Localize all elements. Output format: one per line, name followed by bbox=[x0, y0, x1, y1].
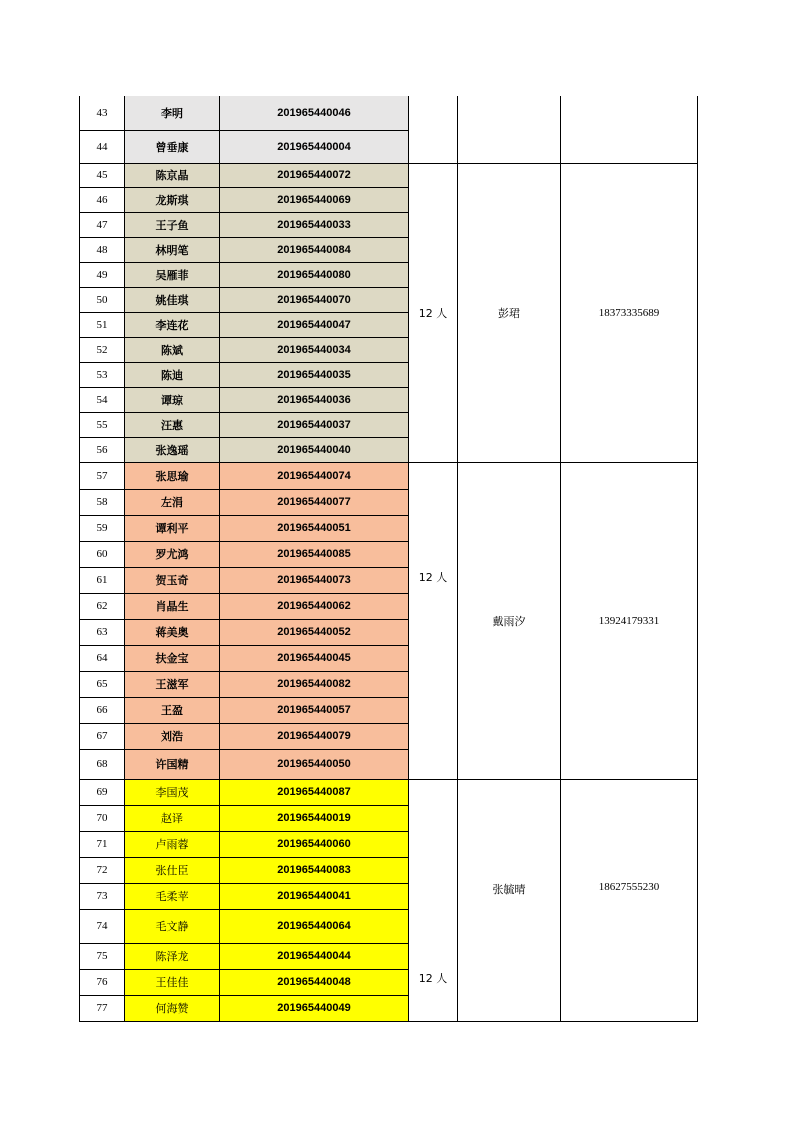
row-number: 64 bbox=[80, 645, 125, 671]
student-id: 201965440080 bbox=[220, 262, 409, 287]
student-name: 李明 bbox=[125, 96, 220, 130]
mentor-phone bbox=[561, 96, 698, 163]
mentor-name: 彭珺 bbox=[458, 163, 561, 462]
student-name: 毛柔苹 bbox=[125, 883, 220, 909]
student-name: 毛文静 bbox=[125, 909, 220, 943]
row-number: 67 bbox=[80, 723, 125, 749]
student-name: 王子鱼 bbox=[125, 212, 220, 237]
student-id: 201965440004 bbox=[220, 130, 409, 163]
student-name: 王盈 bbox=[125, 697, 220, 723]
student-name: 卢雨蓉 bbox=[125, 831, 220, 857]
table-row bbox=[80, 96, 698, 130]
student-name: 何海赞 bbox=[125, 995, 220, 1021]
student-id: 201965440069 bbox=[220, 187, 409, 212]
student-id: 201965440044 bbox=[220, 943, 409, 969]
student-id: 201965440051 bbox=[220, 515, 409, 541]
group-count: 12 人 bbox=[409, 163, 458, 462]
student-id: 201965440035 bbox=[220, 362, 409, 387]
row-number: 61 bbox=[80, 567, 125, 593]
row-number: 68 bbox=[80, 749, 125, 779]
student-name: 龙斯琪 bbox=[125, 187, 220, 212]
roster-table bbox=[79, 96, 698, 1022]
student-name: 陈斌 bbox=[125, 337, 220, 362]
student-id: 201965440064 bbox=[220, 909, 409, 943]
student-id: 201965440072 bbox=[220, 163, 409, 187]
mentor-phone: 18373335689 bbox=[561, 163, 698, 462]
row-number: 44 bbox=[80, 130, 125, 163]
row-number: 47 bbox=[80, 212, 125, 237]
student-id: 201965440087 bbox=[220, 779, 409, 805]
row-number: 43 bbox=[80, 96, 125, 130]
student-id: 201965440047 bbox=[220, 312, 409, 337]
table-row bbox=[80, 462, 698, 489]
student-name: 刘浩 bbox=[125, 723, 220, 749]
student-name: 罗尤鸿 bbox=[125, 541, 220, 567]
student-name: 左涓 bbox=[125, 489, 220, 515]
student-roster-sheet bbox=[79, 96, 698, 1022]
student-name: 姚佳琪 bbox=[125, 287, 220, 312]
row-number: 75 bbox=[80, 943, 125, 969]
row-number: 51 bbox=[80, 312, 125, 337]
student-id: 201965440048 bbox=[220, 969, 409, 995]
student-name: 贺玉奇 bbox=[125, 567, 220, 593]
student-id: 201965440083 bbox=[220, 857, 409, 883]
student-name: 张逸瑶 bbox=[125, 437, 220, 462]
student-id: 201965440034 bbox=[220, 337, 409, 362]
student-id: 201965440050 bbox=[220, 749, 409, 779]
row-number: 52 bbox=[80, 337, 125, 362]
row-number: 56 bbox=[80, 437, 125, 462]
row-number: 77 bbox=[80, 995, 125, 1021]
row-number: 48 bbox=[80, 237, 125, 262]
student-id: 201965440033 bbox=[220, 212, 409, 237]
student-name: 赵译 bbox=[125, 805, 220, 831]
student-name: 许国精 bbox=[125, 749, 220, 779]
student-name: 谭利平 bbox=[125, 515, 220, 541]
row-number: 70 bbox=[80, 805, 125, 831]
student-name: 吴雁菲 bbox=[125, 262, 220, 287]
student-id: 201965440046 bbox=[220, 96, 409, 130]
row-number: 74 bbox=[80, 909, 125, 943]
student-name: 李国茂 bbox=[125, 779, 220, 805]
student-id: 201965440077 bbox=[220, 489, 409, 515]
student-name: 张仕臣 bbox=[125, 857, 220, 883]
student-id: 201965440073 bbox=[220, 567, 409, 593]
student-id: 201965440079 bbox=[220, 723, 409, 749]
row-number: 60 bbox=[80, 541, 125, 567]
row-number: 45 bbox=[80, 163, 125, 187]
student-name: 李连花 bbox=[125, 312, 220, 337]
table-row bbox=[80, 779, 698, 805]
student-name: 张思瑜 bbox=[125, 462, 220, 489]
student-id: 201965440074 bbox=[220, 462, 409, 489]
group-count: 12 人 bbox=[409, 462, 458, 779]
student-name: 扶金宝 bbox=[125, 645, 220, 671]
row-number: 73 bbox=[80, 883, 125, 909]
student-name: 汪惠 bbox=[125, 412, 220, 437]
row-number: 76 bbox=[80, 969, 125, 995]
student-id: 201965440057 bbox=[220, 697, 409, 723]
student-id: 201965440070 bbox=[220, 287, 409, 312]
row-number: 55 bbox=[80, 412, 125, 437]
row-number: 54 bbox=[80, 387, 125, 412]
row-number: 59 bbox=[80, 515, 125, 541]
student-name: 王佳佳 bbox=[125, 969, 220, 995]
student-id: 201965440049 bbox=[220, 995, 409, 1021]
mentor-name: 张毓晴 bbox=[458, 779, 561, 1021]
student-id: 201965440036 bbox=[220, 387, 409, 412]
student-id: 201965440062 bbox=[220, 593, 409, 619]
mentor-phone: 13924179331 bbox=[561, 462, 698, 779]
row-number: 72 bbox=[80, 857, 125, 883]
row-number: 50 bbox=[80, 287, 125, 312]
student-id: 201965440060 bbox=[220, 831, 409, 857]
row-number: 65 bbox=[80, 671, 125, 697]
row-number: 69 bbox=[80, 779, 125, 805]
student-id: 201965440082 bbox=[220, 671, 409, 697]
row-number: 63 bbox=[80, 619, 125, 645]
student-name: 蒋美奥 bbox=[125, 619, 220, 645]
roster-body bbox=[80, 96, 698, 1021]
student-name: 曾垂康 bbox=[125, 130, 220, 163]
student-name: 陈京晶 bbox=[125, 163, 220, 187]
student-name: 王滋军 bbox=[125, 671, 220, 697]
group-count bbox=[409, 96, 458, 163]
row-number: 62 bbox=[80, 593, 125, 619]
student-id: 201965440041 bbox=[220, 883, 409, 909]
student-id: 201965440084 bbox=[220, 237, 409, 262]
student-id: 201965440052 bbox=[220, 619, 409, 645]
row-number: 46 bbox=[80, 187, 125, 212]
student-id: 201965440037 bbox=[220, 412, 409, 437]
student-name: 陈泽龙 bbox=[125, 943, 220, 969]
student-id: 201965440019 bbox=[220, 805, 409, 831]
student-name: 肖晶生 bbox=[125, 593, 220, 619]
row-number: 58 bbox=[80, 489, 125, 515]
row-number: 66 bbox=[80, 697, 125, 723]
table-row bbox=[80, 163, 698, 187]
row-number: 49 bbox=[80, 262, 125, 287]
student-id: 201965440045 bbox=[220, 645, 409, 671]
mentor-name bbox=[458, 96, 561, 163]
row-number: 53 bbox=[80, 362, 125, 387]
row-number: 71 bbox=[80, 831, 125, 857]
student-id: 201965440040 bbox=[220, 437, 409, 462]
student-name: 谭琼 bbox=[125, 387, 220, 412]
student-name: 林明笔 bbox=[125, 237, 220, 262]
student-id: 201965440085 bbox=[220, 541, 409, 567]
mentor-phone: 18627555230 bbox=[561, 779, 698, 1021]
row-number: 57 bbox=[80, 462, 125, 489]
mentor-name: 戴雨汐 bbox=[458, 462, 561, 779]
student-name: 陈迪 bbox=[125, 362, 220, 387]
group-count: 12 人 bbox=[409, 779, 458, 1021]
